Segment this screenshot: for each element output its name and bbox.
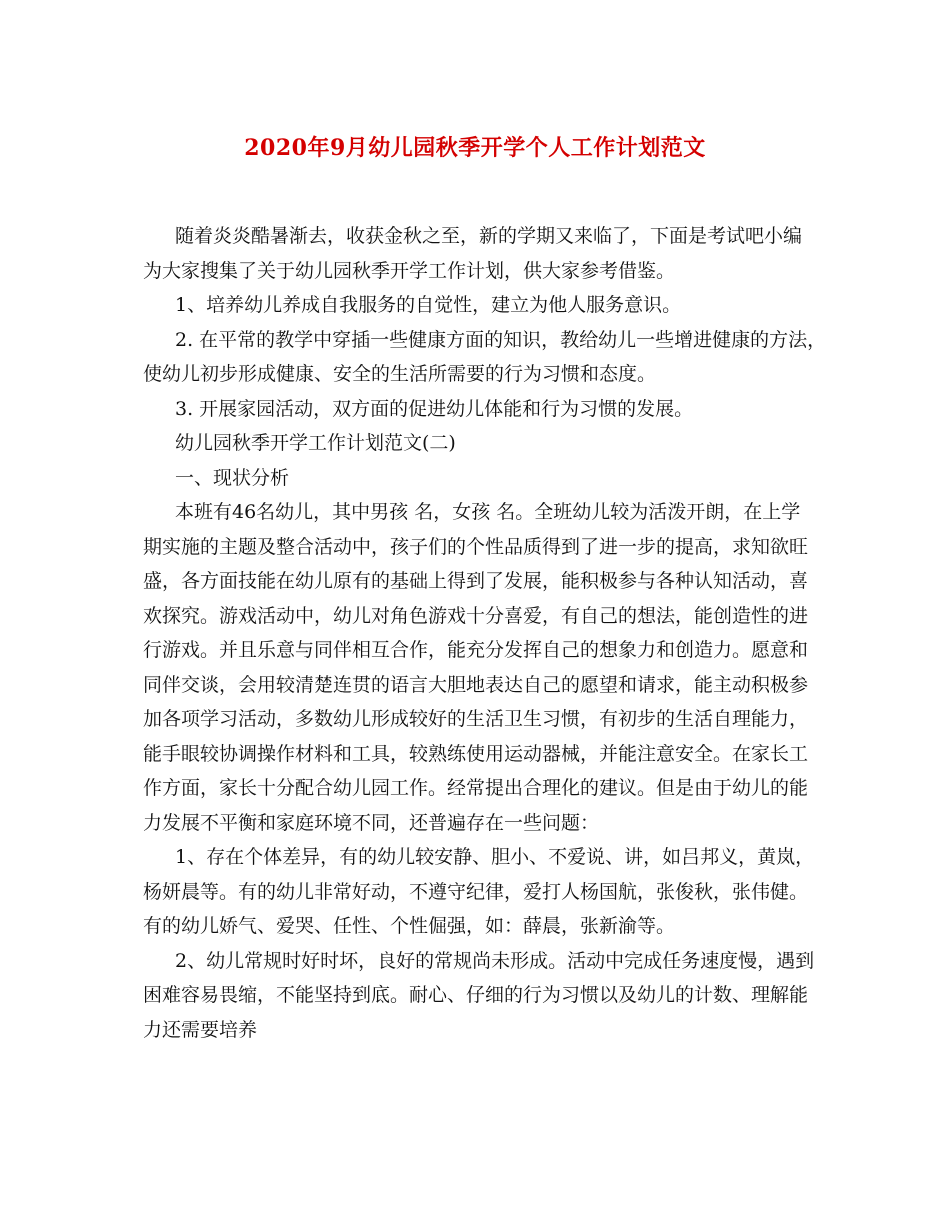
- body-line: 作方面，家长十分配合幼儿园工作。经常提出合理化的建议。但是由于幼儿的能: [143, 777, 809, 799]
- body-line: 能手眼较协调操作材料和工具，较熟练使用运动器械，并能注意安全。在家长工: [143, 742, 809, 765]
- body-line: 2. 在平常的教学中穿插一些健康方面的知识，教给幼儿一些增进健康的方法，: [175, 328, 827, 351]
- body-line: 力还需要培养: [143, 1018, 258, 1041]
- body-line: 3. 开展家园活动，双方面的促进幼儿体能和行为习惯的发展。: [175, 397, 694, 420]
- body-line: 行游戏。并且乐意与同伴相互合作，能充分发挥自己的想象力和创造力。愿意和: [143, 639, 809, 661]
- body-line: 困难容易畏缩，不能坚持到底。耐心、仔细的行为习惯以及幼儿的计数、理解能: [143, 984, 809, 1006]
- document-body: [143, 219, 827, 1047]
- body-line: 杨妍晨等。有的幼儿非常好动，不遵守纪律，爱打人杨国航，张俊秋，张伟健。: [143, 880, 809, 903]
- body-line: 2、幼儿常规时好时坏，良好的常规尚未形成。活动中完成任务速度慢，遇到: [175, 949, 815, 972]
- body-line: 使幼儿初步形成健康、安全的生活所需要的行为习惯和态度。: [143, 363, 657, 385]
- body-line: 为大家搜集了关于幼儿园秋季开学工作计划，供大家参考借鉴。: [143, 259, 676, 282]
- body-line: 加各项学习活动，多数幼儿形成较好的生活卫生习惯，有初步的生活自理能力，: [143, 708, 809, 730]
- body-line: 同伴交谈，会用较清楚连贯的语言大胆地表达自己的愿望和请求，能主动积极参: [143, 673, 809, 696]
- body-line: 本班有46名幼儿，其中男孩 名，女孩 名。全班幼儿较为活泼开朗，在上学: [175, 501, 801, 523]
- body-line: 有的幼儿娇气、爱哭、任性、个性倔强，如：薛晨，张新渝等。: [143, 915, 676, 937]
- body-line: 期实施的主题及整合活动中，孩子们的个性品质得到了进一步的提高，求知欲旺: [143, 535, 809, 558]
- section-heading: 一、现状分析: [175, 466, 290, 489]
- body-line: 1、培养幼儿养成自我服务的自觉性，建立为他人服务意识。: [175, 294, 682, 316]
- body-line: 随着炎炎酷暑渐去，收获金秋之至，新的学期又来临了，下面是考试吧小编: [175, 225, 803, 247]
- body-line: 盛，各方面技能在幼儿原有的基础上得到了发展，能积极参与各种认知活动，喜: [143, 570, 809, 592]
- document-title: 2020年9月幼儿园秋季开学个人工作计划范文: [244, 135, 706, 161]
- body-line: 1、存在个体差异，有的幼儿较安静、胆小、不爱说、讲，如吕邦义，黄岚，: [175, 846, 815, 868]
- body-line: 欢探究。游戏活动中，幼儿对角色游戏十分喜爱，有自己的想法，能创造性的进: [143, 604, 809, 627]
- section-heading: 幼儿园秋季开学工作计划范文(二): [175, 432, 456, 454]
- body-line: 力发展不平衡和家庭环境不同，还普遍存在一些问题：: [143, 811, 600, 834]
